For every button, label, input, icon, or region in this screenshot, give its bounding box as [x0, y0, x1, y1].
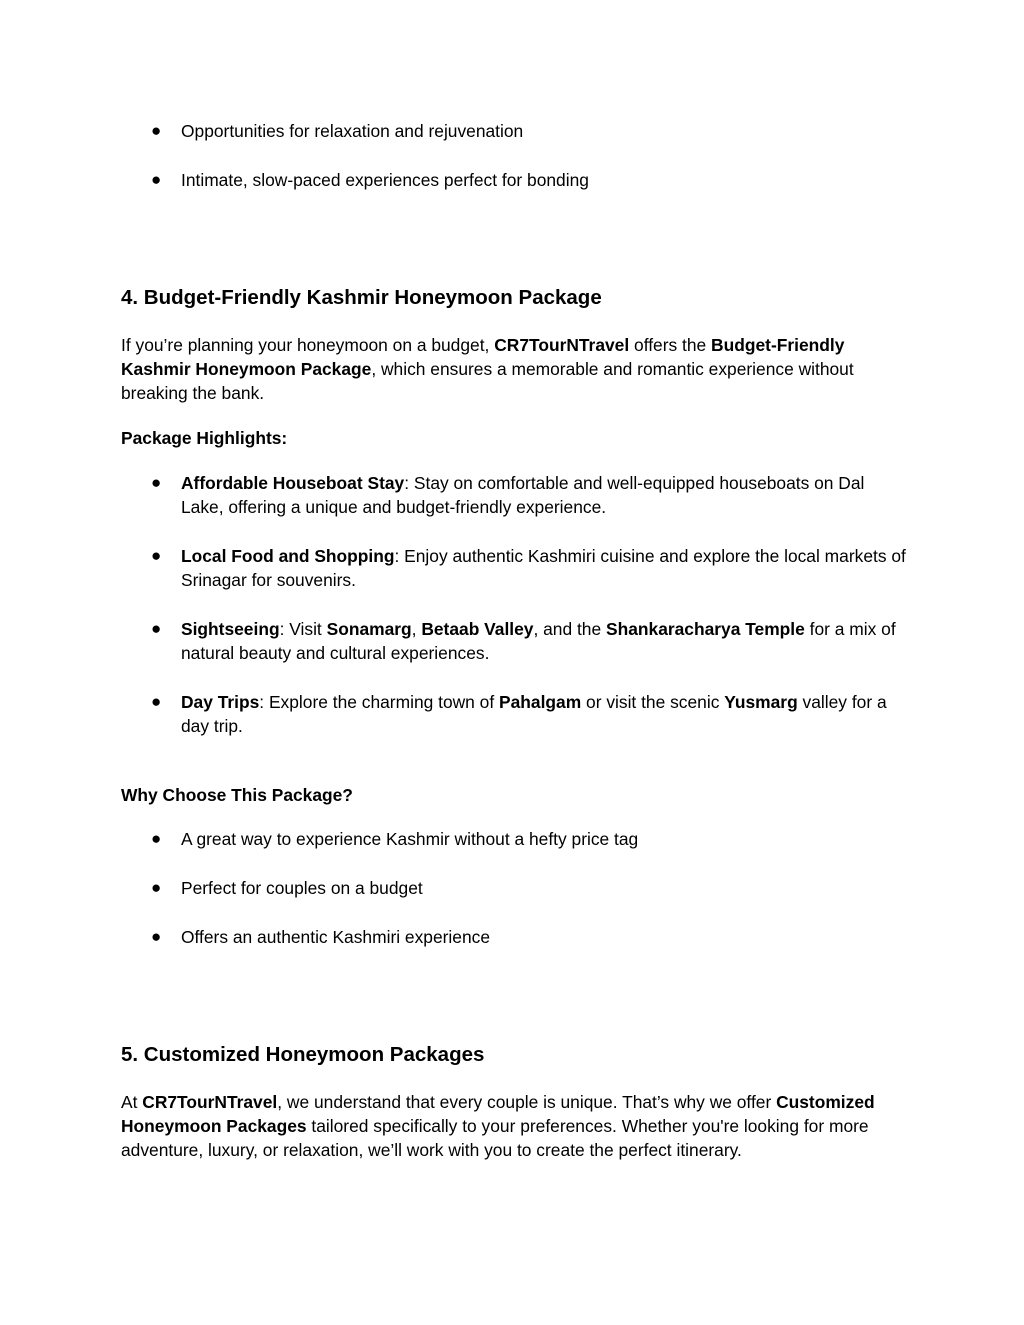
highlight-text: or visit the scenic: [581, 692, 725, 712]
highlight-text: : Enjoy authentic Kashmiri cuisine and explore the local markets of Srinagar for souvenirs.: [181, 546, 906, 590]
section-5-intro: [121, 1090, 906, 1162]
list-item: [151, 119, 911, 143]
list-item-text: Perfect for couples on a budget: [181, 878, 423, 898]
list-item-text: Offers an authentic Kashmiri experience: [181, 927, 491, 947]
highlight-text: for a mix of natural beauty and cultural experiences.: [181, 619, 896, 663]
place-name: Pahalgam: [499, 692, 582, 712]
bullet: ●: [151, 829, 162, 848]
list-item: [151, 925, 911, 949]
highlight-text: valley for a day trip.: [181, 692, 887, 736]
highlight-label: Local Food and Shopping: [181, 546, 395, 566]
company-name: CR7TourNTravel: [142, 1092, 278, 1112]
place-name: Yusmarg: [724, 692, 798, 712]
highlight-text: : Explore the charming town of: [259, 692, 500, 712]
intro-text: , which ensures a memorable and romantic experience without breaking the bank.: [121, 359, 854, 403]
list-item-text: A great way to experience Kashmir without a hefty price tag: [181, 829, 639, 849]
place-name: Sonamarg: [326, 619, 412, 639]
intro-text: tailored specifically to your preferences. Whether you're looking for more adventure, luxury, or relaxation, we’ll work with you to create the perfect itinerary.: [121, 1116, 869, 1160]
bullet: ●: [151, 692, 162, 711]
highlight-label: Affordable Houseboat Stay: [181, 473, 405, 493]
intro-text: , we understand that every couple is unique. That’s why we offer: [277, 1092, 777, 1112]
place-name: Betaab Valley: [421, 619, 534, 639]
list-item: [151, 471, 911, 519]
list-item-text: Intimate, slow-paced experiences perfect for bonding: [181, 170, 589, 190]
highlight-text: : Visit: [279, 619, 327, 639]
package-name: Budget-Friendly Kashmir Honeymoon Package: [121, 335, 845, 379]
bullet: ●: [151, 170, 162, 189]
list-item: [151, 168, 911, 192]
bullet: ●: [151, 878, 162, 897]
highlight-text: , and the: [533, 619, 606, 639]
bullet: ●: [151, 121, 162, 140]
intro-text: offers the: [629, 335, 712, 355]
intro-text: If you’re planning your honeymoon on a budget,: [121, 335, 495, 355]
bullet: ●: [151, 546, 162, 565]
company-name: CR7TourNTravel: [494, 335, 630, 355]
package-name: Customized Honeymoon Packages: [121, 1092, 875, 1136]
bullet: ●: [151, 473, 162, 492]
highlight-label: Day Trips: [181, 692, 260, 712]
section-5-heading: 5. Customized Honeymoon Packages: [121, 1043, 485, 1066]
highlight-text: ,: [411, 619, 422, 639]
section-4-intro: [121, 333, 906, 405]
highlights-title: Package Highlights:: [121, 428, 288, 448]
why-choose-title: Why Choose This Package?: [121, 785, 353, 805]
bullet: ●: [151, 619, 162, 638]
list-item: [151, 690, 911, 738]
highlight-label: Sightseeing: [181, 619, 280, 639]
list-item: [151, 617, 911, 665]
list-item-text: Opportunities for relaxation and rejuvenation: [181, 121, 524, 141]
intro-text: At: [121, 1092, 143, 1112]
list-item: [151, 544, 911, 592]
list-item: [151, 876, 911, 900]
bullet: ●: [151, 927, 162, 946]
highlight-text: : Stay on comfortable and well-equipped houseboats on Dal Lake, offering a unique and budget-friendly experience.: [181, 473, 865, 517]
list-item: [151, 827, 911, 851]
section-4-heading: 4. Budget-Friendly Kashmir Honeymoon Package: [121, 286, 602, 309]
place-name: Shankaracharya Temple: [606, 619, 805, 639]
